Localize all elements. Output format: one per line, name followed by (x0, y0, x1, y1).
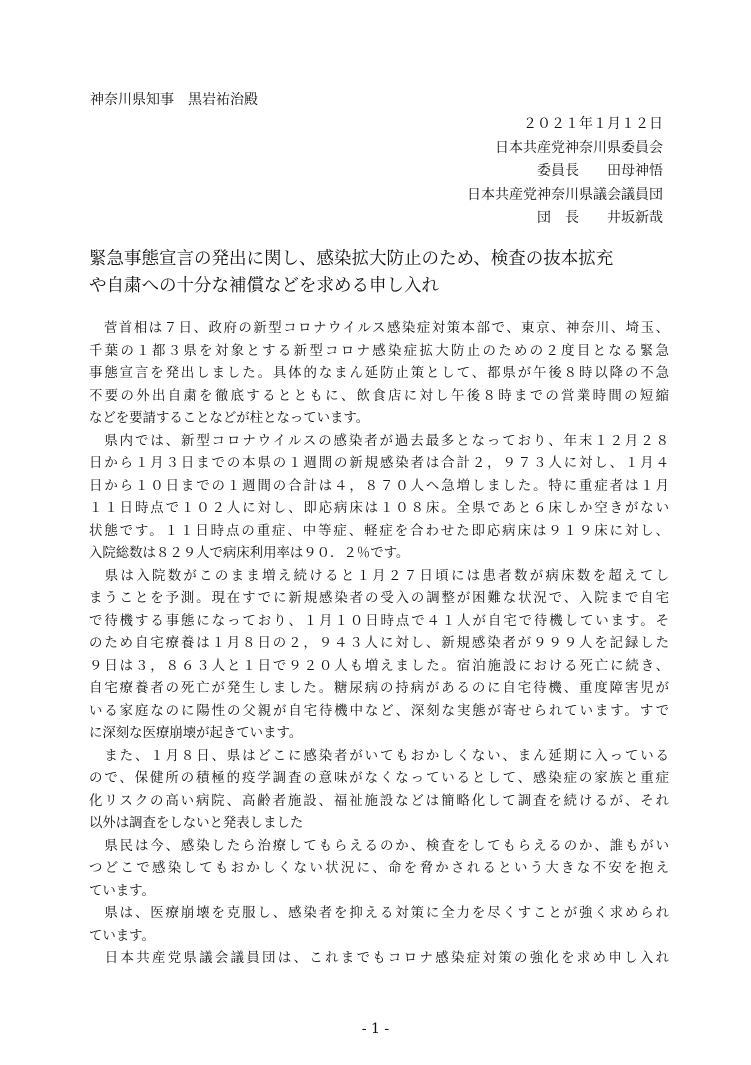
body-line: 化リスクの高い病院、高齢者施設、福祉施設などは簡略化して調査を続けるが、それ (89, 793, 669, 809)
body-line: また、１月８日、県はどこに感染者がいてもおかしくない、まん延期に入っている (89, 748, 669, 764)
body-text (89, 318, 669, 971)
body-line: 以外は調査をしないと発表しました (89, 816, 304, 831)
body-line: ています。 (89, 928, 155, 944)
addressee: 神奈川県知事 黒岩祐治殿 (90, 92, 258, 108)
body-line: 入院総数は８２９人で病床利用率は９０．２％です。 (89, 546, 410, 561)
body-line: 菅首相は７日、政府の新型コロナウイルス感染症対策本部で、東京、神奈川、埼玉、 (89, 321, 669, 336)
body-line: のため自宅療養は１月８日の２，９４３人に対し、新規感染者が９９９人を記録した (89, 636, 669, 651)
document-title (89, 246, 669, 300)
sender-org-committee: 日本共産党神奈川県委員会 (495, 139, 663, 156)
sender-group-leader: 団 長 井坂新哉 (537, 210, 663, 226)
body-line: 事態宣言を発出しました。具体的なまん延防止策として、都県が午後８時以降の不急 (89, 366, 669, 381)
body-line: つどこで感染してもおかしくない状況に、命を脅かされるという大きな不安を抱え (89, 861, 669, 876)
body-line: 県民は今、感染したら治療してもらえるのか、検査をしてもらえるのか、誰もがい (89, 838, 669, 854)
body-line: で待機する事態になっており、１月１０日時点で４１人が自宅で待機しています。そ (89, 613, 669, 629)
body-line: ています。 (89, 883, 155, 899)
body-line: まうことを予測。現在すでに新規感染者の受入の調整が困難な状況で、入院まで自宅 (89, 591, 669, 606)
body-line: ので、保健所の積極的疫学調査の意味がなくなっているとして、感染症の家族と重症 (89, 771, 669, 786)
body-line: に深刻な医療崩壊が起きています。 (89, 726, 303, 741)
sender-block (467, 113, 663, 231)
date: ２０２１年１月１２日 (523, 116, 663, 132)
title-line-2: や自粛への十分な補償などを求める申し入れ (89, 276, 439, 296)
body-line: 日から１月３日までの本県の１週間の新規感染者は合計２，９７３人に対し、１月４ (89, 456, 669, 471)
body-line: 状態です。１１日時点の重症、中等症、軽症を合わせた即応病床は９１９床に対し、 (89, 523, 669, 539)
body-line: 日本共産党県議会議員団は、これまでもコロナ感染症対策の強化を求め申し入れ (89, 951, 669, 966)
body-line: いる家庭なのに陽性の父親が自宅待機中など、深刻な実態が寄せられています。すで (89, 703, 669, 719)
title-line-1: 緊急事態宣言の発出に関し、感染拡大防止のため、検査の抜本拡充 (89, 249, 614, 269)
body-line: １１日時点で１０２人に対し、即応病床は１０８床。全県であと６床しか空きがない (89, 501, 669, 516)
body-line: 自宅療養者の死亡が発生しました。糖尿病の持病があるのに自宅待機、重度障害児が (89, 681, 669, 696)
body-line: などを要請することなどが柱となっています。 (89, 411, 370, 426)
body-line: 日から１０日までの１週間の合計は４，８７０人へ急増しました。特に重症者は１月 (89, 478, 669, 494)
body-line: 千葉の１都３県を対象とする新型コロナ感染症拡大防止のための２度目となる緊急 (89, 343, 669, 359)
body-line: 県は、医療崩壊を克服し、感染者を抑える対策に全力を尽くすことが強く求められ (89, 906, 669, 921)
sender-org-assembly-group: 日本共産党神奈川県議会議員団 (467, 186, 663, 203)
page-number: - 1 - (361, 1021, 390, 1037)
body-line: 県は入院数がこのまま増え続けると１月２７日頃には患者数が病床数を超えてし (89, 568, 669, 584)
sender-committee-chair: 委員長 田母神悟 (537, 163, 663, 179)
body-line: 県内では、新型コロナウイルスの感染者が過去最多となっており、年末１２月２８ (89, 433, 669, 449)
body-line: 不要の外出自粛を徹底するとともに、飲食店に対し午後８時までの営業時間の短縮 (89, 388, 669, 404)
body-line: ９日は３，８６３人と１日で９２０人も増えました。宿泊施設における死亡に続き、 (89, 658, 669, 674)
